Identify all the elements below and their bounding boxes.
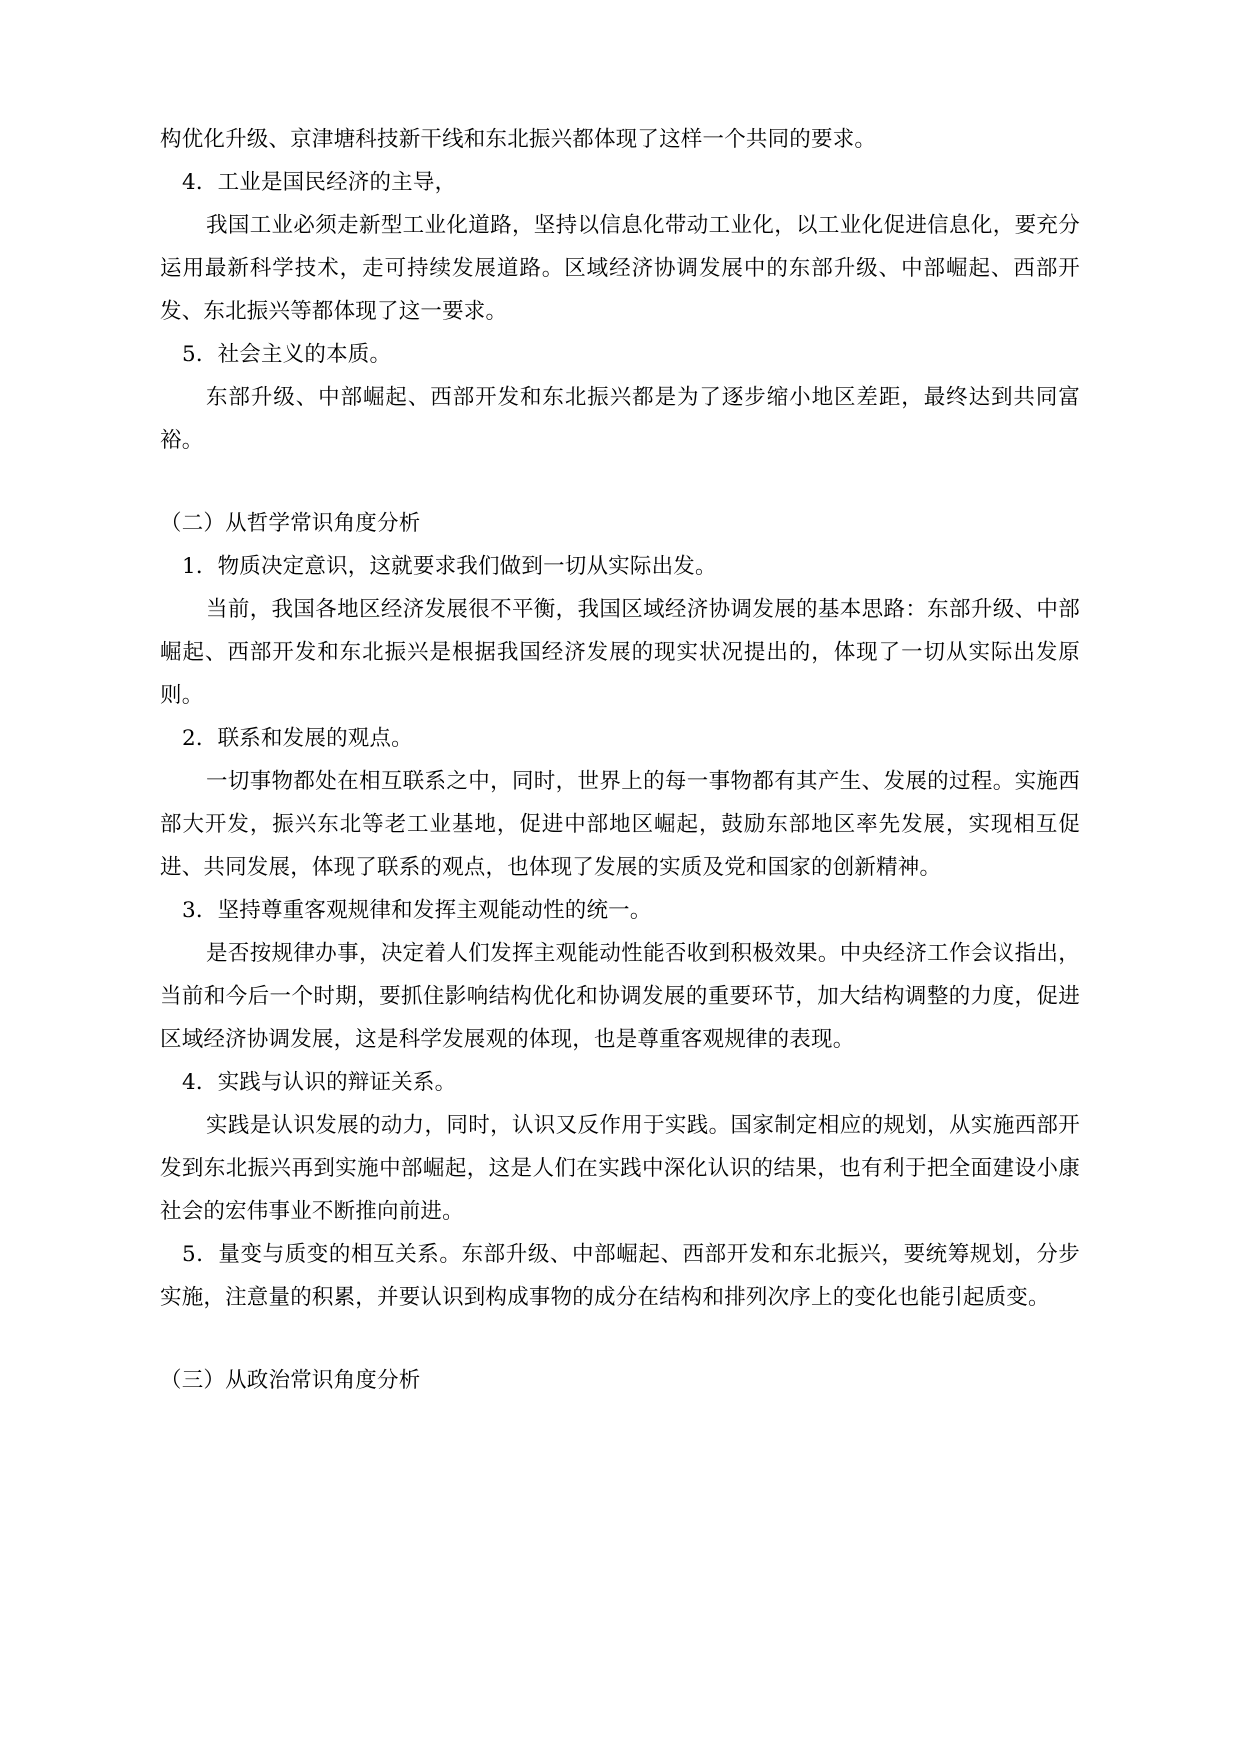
paragraph: 东部升级、中部崛起、西部开发和东北振兴都是为了逐步缩小地区差距，最终达到共同富裕。: [160, 385, 1080, 453]
section-spacer: [160, 1319, 1080, 1359]
list-item: 4．实践与认识的辩证关系。: [182, 1070, 457, 1095]
paragraph: 当前，我国各地区经济发展很不平衡，我国区域经济协调发展的基本思路：东部升级、中部崛起、西部开发和东北振兴是根据我国经济发展的现实状况提出的，体现了一切从实际出发原则。: [160, 597, 1080, 708]
section-heading: （二）从哲学常识角度分析: [160, 511, 421, 536]
list-item: 3．坚持尊重客观规律和发挥主观能动性的统一。: [182, 898, 652, 923]
paragraph: 实践是认识发展的动力，同时，认识又反作用于实践。国家制定相应的规划，从实施西部开发到东北振兴再到实施中部崛起，这是人们在实践中深化认识的结果，也有利于把全面建设小康社会的宏伟事业不断推向前进。: [160, 1113, 1080, 1224]
paragraph: 是否按规律办事，决定着人们发挥主观能动性能否收到积极效果。中央经济工作会议指出，当前和今后一个时期，要抓住影响结构优化和协调发展的重要环节，加大结构调整的力度，促进区域经济协调发展，这是科学发展观的体现，也是尊重客观规律的表现。: [160, 941, 1080, 1052]
section-spacer: [160, 462, 1080, 502]
section-heading: （三）从政治常识角度分析: [160, 1368, 421, 1393]
paragraph: 构优化升级、京津塘科技新干线和东北振兴都体现了这样一个共同的要求。: [160, 127, 877, 152]
list-item: 1．物质决定意识，这就要求我们做到一切从实际出发。: [182, 554, 717, 579]
document-body: [160, 118, 1080, 1402]
paragraph: 一切事物都处在相互联系之中，同时，世界上的每一事物都有其产生、发展的过程。实施西部大开发，振兴东北等老工业基地，促进中部地区崛起，鼓励东部地区率先发展，实现相互促进、共同发展，体现了联系的观点，也体现了发展的实质及党和国家的创新精神。: [160, 769, 1080, 880]
list-item: 2．联系和发展的观点。: [182, 726, 413, 751]
list-item: 4．工业是国民经济的主导，: [182, 170, 457, 195]
list-item: 5．社会主义的本质。: [182, 342, 392, 367]
list-item: 5．量变与质变的相互关系。东部升级、中部崛起、西部开发和东北振兴，要统筹规划，分步实施，注意量的积累，并要认识到构成事物的成分在结构和排列次序上的变化也能引起质变。: [160, 1242, 1080, 1310]
paragraph: 我国工业必须走新型工业化道路，坚持以信息化带动工业化，以工业化促进信息化，要充分运用最新科学技术，走可持续发展道路。区域经济协调发展中的东部升级、中部崛起、西部开发、东北振兴等都体现了这一要求。: [160, 213, 1080, 324]
